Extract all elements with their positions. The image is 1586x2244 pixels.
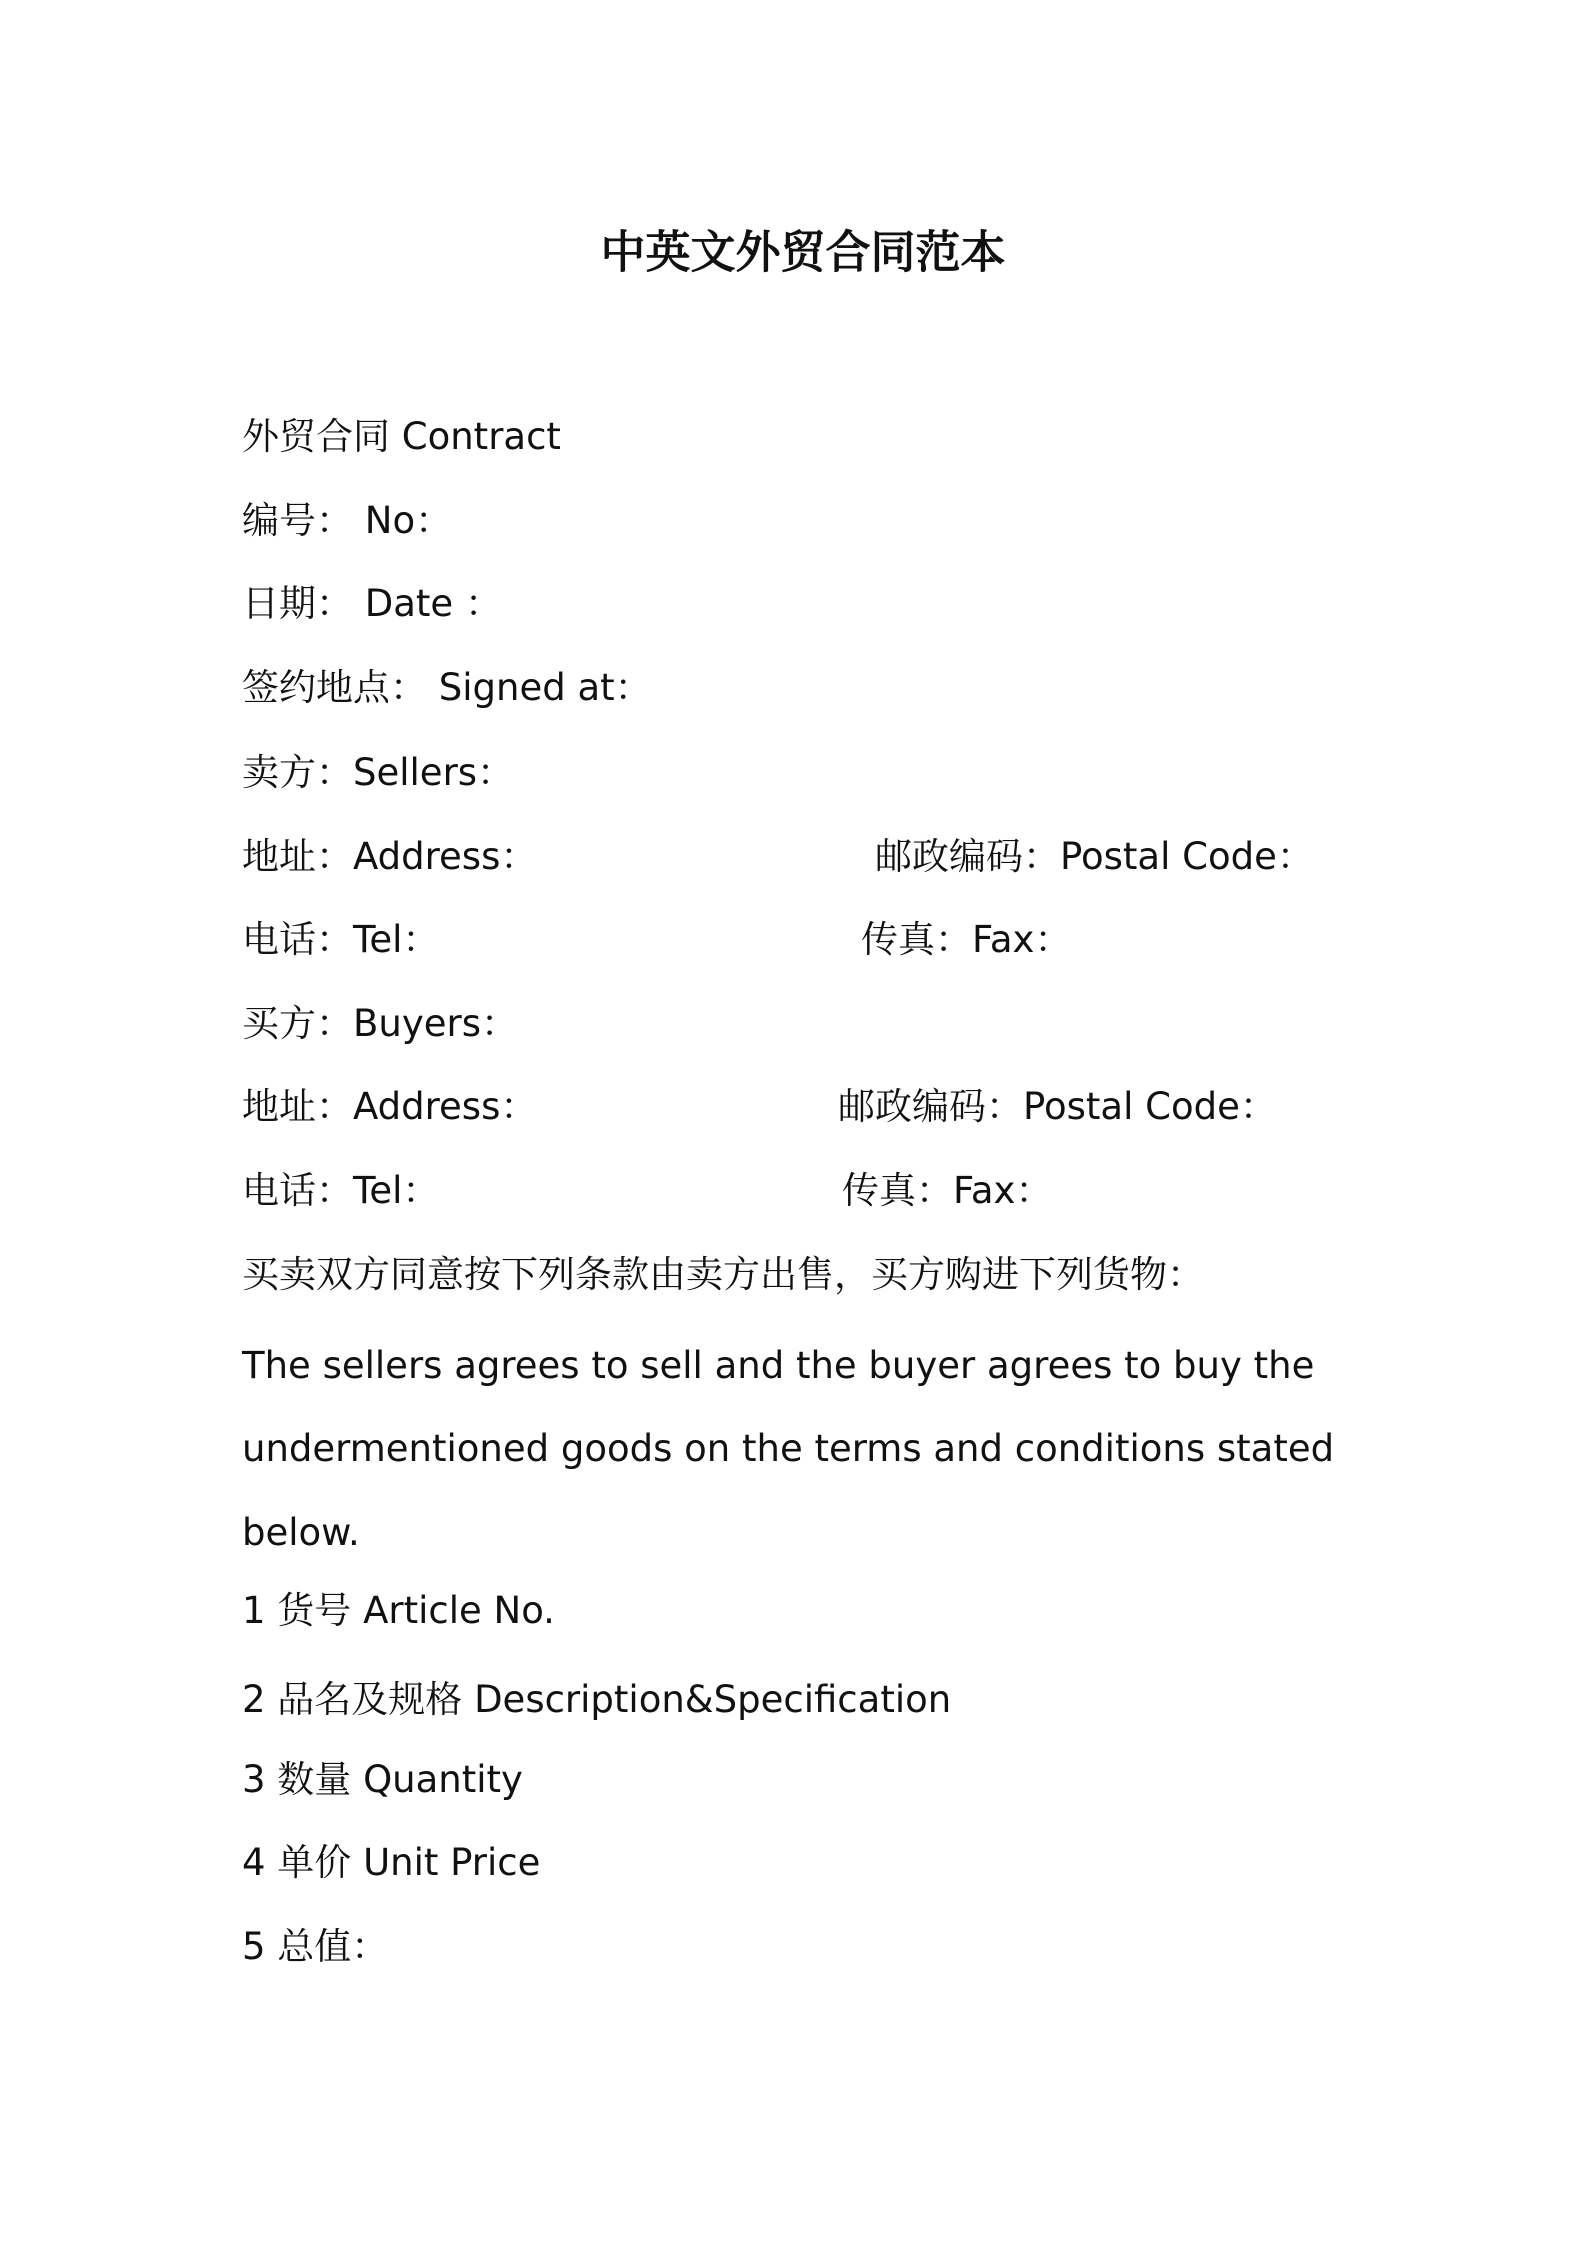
- document-title: 中英文外贸合同范本: [600, 225, 1006, 279]
- signed-at: 签约地点： Signed at：: [242, 666, 652, 709]
- buyer-tel: 电话：Tel：: [242, 1169, 440, 1212]
- seller-tel: 电话：Tel：: [242, 918, 440, 961]
- buyer-address: 地址：Address：: [242, 1085, 538, 1128]
- seller-fax: 传真：Fax：: [861, 918, 1072, 961]
- buyer-postal-code: 邮政编码：Postal Code：: [838, 1085, 1277, 1128]
- agreement-en-line3: below.: [242, 1511, 360, 1554]
- contract-date: 日期： Date ：: [242, 582, 502, 625]
- agreement-en-line1: The sellers agrees to sell and the buyer agrees to buy the: [242, 1344, 1315, 1387]
- seller-postal-code: 邮政编码：Postal Code：: [875, 835, 1314, 878]
- buyer-fax: 传真：Fax：: [842, 1169, 1053, 1212]
- buyers-label: 买方：Buyers：: [242, 1002, 518, 1045]
- agreement-cn: 买卖双方同意按下列条款由卖方出售，买方购进下列货物：: [242, 1253, 1204, 1296]
- item-article-no: 1 货号 Article No.: [242, 1589, 555, 1632]
- item-total-value: 5 总值：: [242, 1925, 389, 1968]
- sellers-label: 卖方：Sellers：: [242, 751, 515, 794]
- agreement-en-line2: undermentioned goods on the terms and conditions stated: [242, 1427, 1335, 1470]
- item-unit-price: 4 单价 Unit Price: [242, 1841, 541, 1884]
- contract-number: 编号： No：: [242, 499, 453, 542]
- item-quantity: 3 数量 Quantity: [242, 1758, 523, 1801]
- item-description: 2 品名及规格 Description&Specification: [242, 1678, 952, 1721]
- seller-address: 地址：Address：: [242, 835, 538, 878]
- contract-heading: 外贸合同 Contract: [242, 415, 561, 458]
